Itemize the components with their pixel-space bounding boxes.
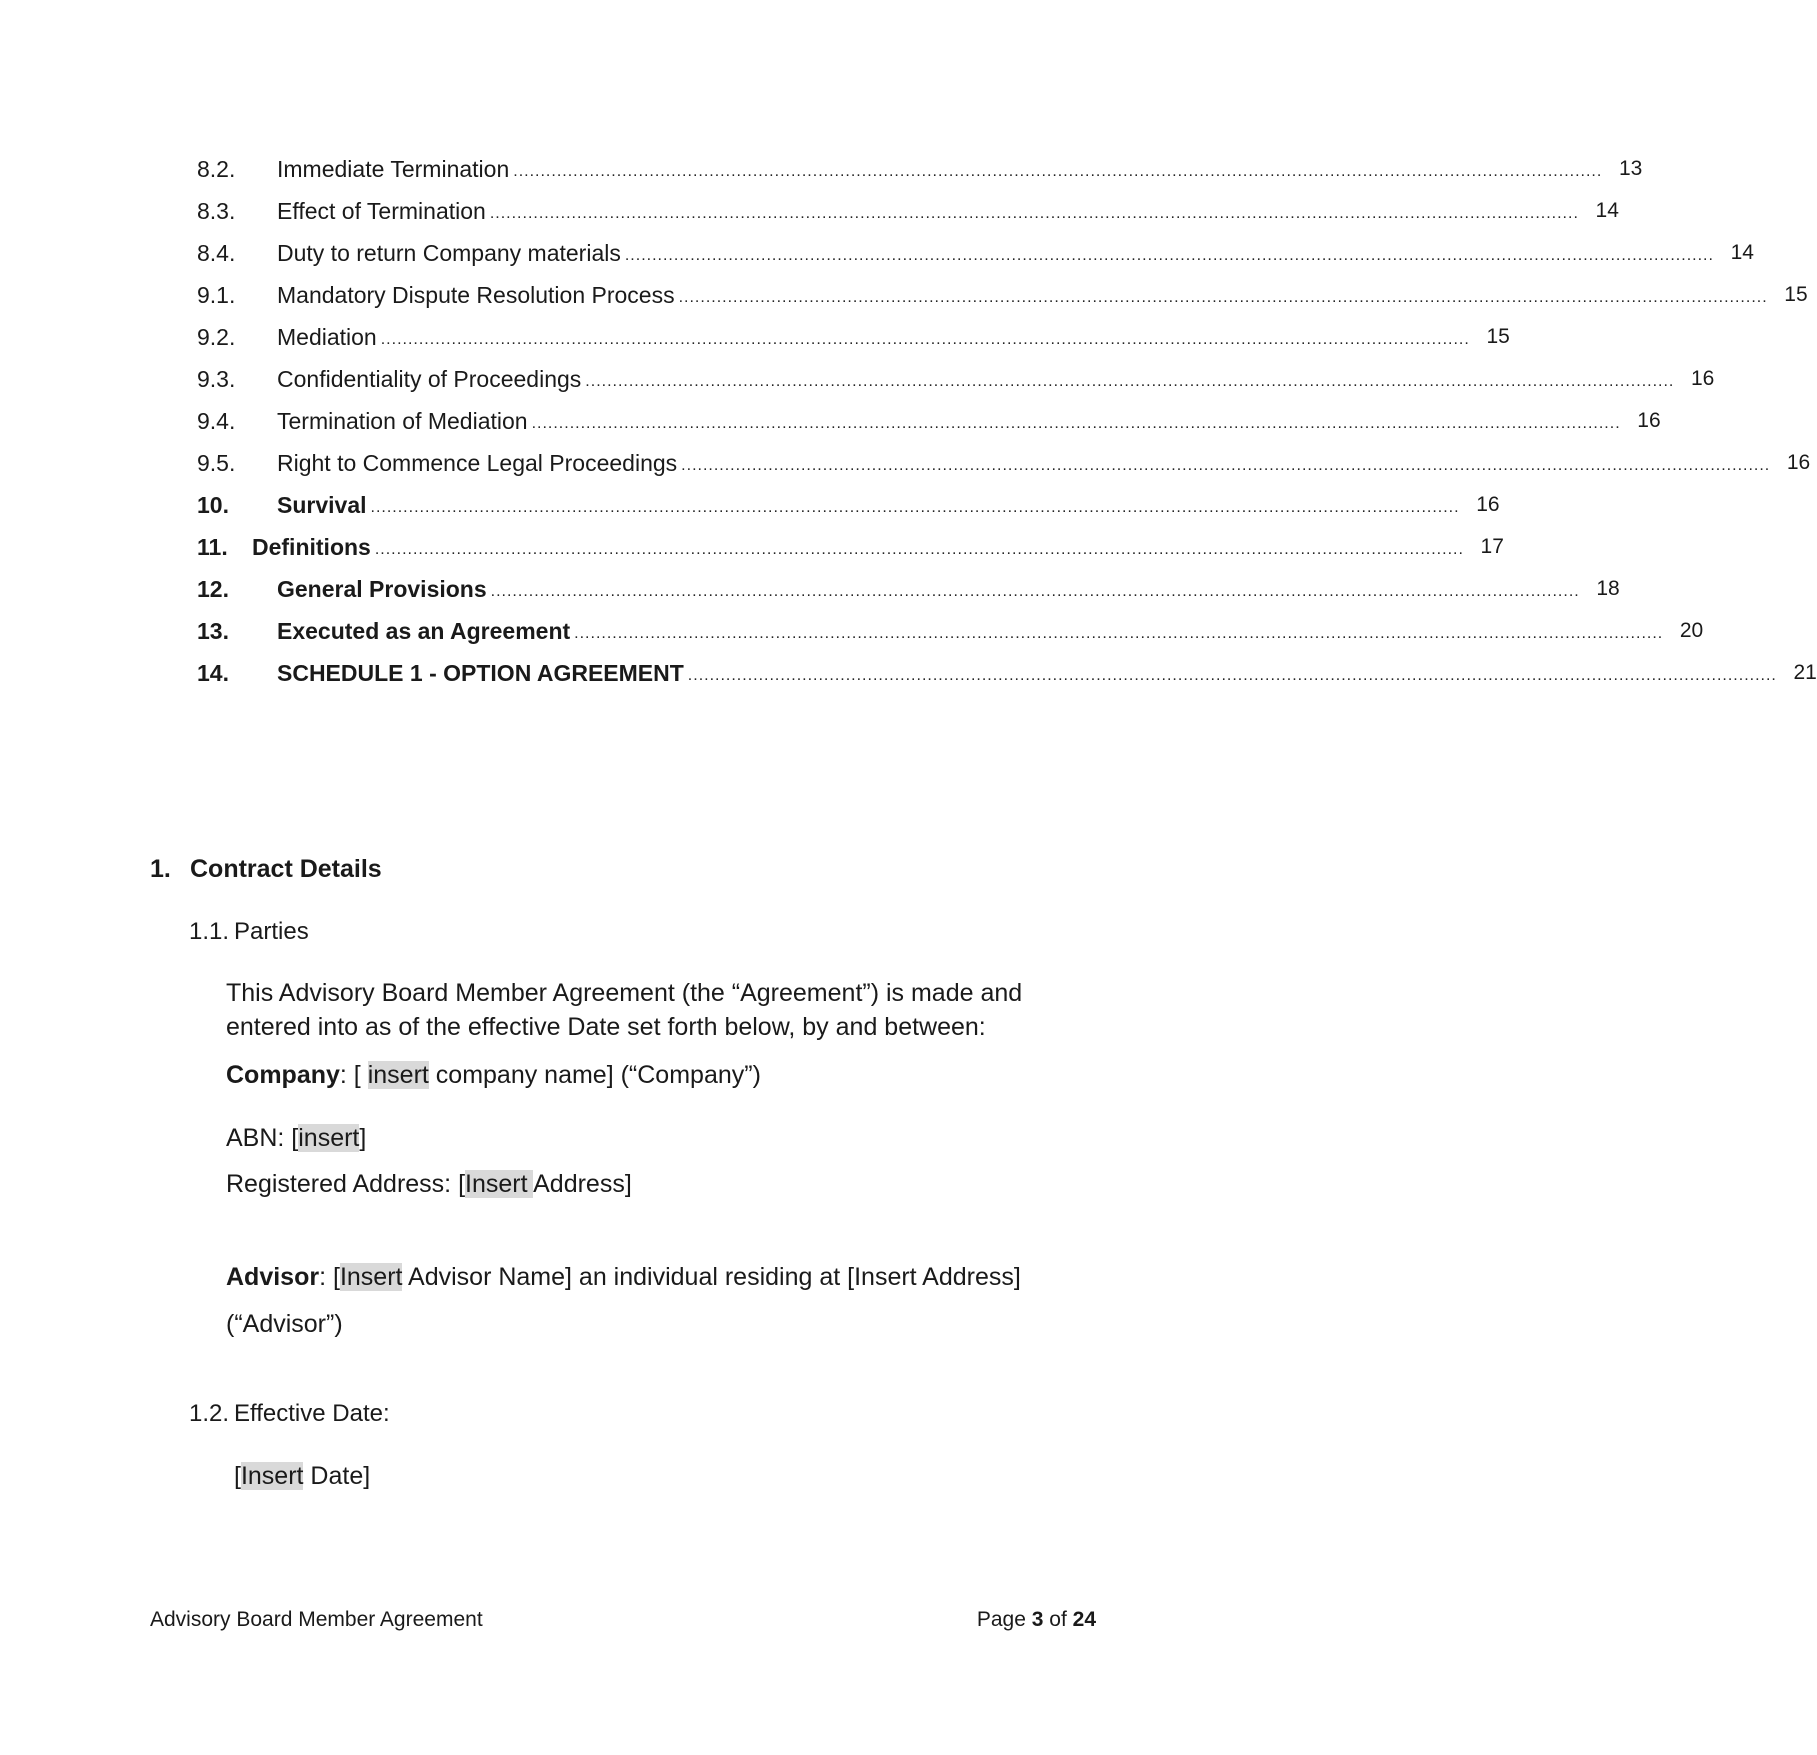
section-heading: [150, 855, 382, 884]
toc-row[interactable]: [197, 484, 1500, 526]
abn-text: ABN: [: [226, 1124, 299, 1152]
company-text: : [: [339, 1061, 368, 1089]
toc-row[interactable]: [197, 316, 1510, 358]
toc-page-number: 16: [1637, 409, 1661, 432]
toc-number: 11.: [197, 533, 228, 560]
company-placeholder[interactable]: insert: [367, 1061, 429, 1089]
toc-number: 9.2.: [197, 323, 236, 350]
effective-date-line: [234, 1459, 1094, 1493]
page-prefix: Page: [976, 1608, 1032, 1631]
advisor-text: Advisor Name] an individual residing at [Insert Address]: [402, 1263, 1021, 1291]
toc-title: Right to Commence Legal Proceedings: [277, 449, 678, 476]
toc-number: 14.: [197, 659, 229, 686]
advisor-line-2: (“Advisor”): [226, 1310, 343, 1338]
advisor-text: : [: [319, 1263, 340, 1291]
toc-title: Definitions: [252, 533, 371, 560]
toc-title: Survival: [277, 491, 367, 518]
company-line: [226, 1058, 1086, 1092]
toc-page-number: 18: [1596, 577, 1620, 600]
subsection-heading: [189, 1400, 390, 1428]
toc-title: Termination of Mediation: [277, 407, 528, 434]
toc-number: 10.: [197, 491, 229, 518]
subsection-title: Parties: [234, 918, 309, 945]
toc-row[interactable]: [197, 232, 1754, 274]
company-label: Company: [226, 1061, 340, 1089]
toc-title: Confidentiality of Proceedings: [277, 365, 582, 392]
toc-page-number: 16: [1476, 493, 1500, 516]
toc-leader-dots: ........................................................................................................................................................................................................: [513, 163, 1603, 180]
toc-leader-dots: ........................................................................................................................................................................................................: [489, 205, 1579, 222]
toc-page-number: 14: [1730, 241, 1754, 264]
page-current: 3: [1031, 1608, 1044, 1631]
toc-page-number: 15: [1784, 283, 1808, 306]
toc-leader-dots: ........................................................................................................................................................................................................: [687, 667, 1777, 684]
toc-page-number: 20: [1679, 619, 1704, 642]
toc-number: 8.2.: [197, 155, 236, 182]
address-text: Registered Address: [: [226, 1170, 466, 1198]
registered-address-line: [226, 1167, 1086, 1201]
toc-row[interactable]: [197, 568, 1620, 610]
toc-number: 8.3.: [197, 197, 236, 224]
advisor-label: Advisor: [226, 1263, 320, 1291]
toc-page-number: 17: [1480, 535, 1504, 558]
toc-leader-dots: ........................................................................................................................................................................................................: [585, 373, 1675, 390]
toc-leader-dots: ........................................................................................................................................................................................................: [531, 415, 1621, 432]
abn-line: [226, 1121, 1086, 1155]
toc-row[interactable]: [197, 400, 1661, 442]
toc-number: 8.4.: [197, 239, 236, 266]
toc-page-number: 21: [1793, 661, 1817, 684]
abn-placeholder[interactable]: insert: [298, 1124, 360, 1152]
toc-number: 13.: [197, 617, 229, 644]
date-placeholder[interactable]: Insert: [240, 1462, 304, 1490]
toc-page-number: 16: [1691, 367, 1715, 390]
toc-page-number: 14: [1595, 199, 1619, 222]
advisor-line: [226, 1260, 1086, 1294]
toc-title: Duty to return Company materials: [277, 239, 621, 266]
page-total: 24: [1072, 1608, 1096, 1631]
address-text: Address]: [533, 1170, 632, 1198]
toc-page-number: 13: [1618, 157, 1643, 180]
toc-leader-dots: ........................................................................................................................................................................................................: [678, 289, 1768, 306]
date-text: [: [234, 1462, 241, 1490]
toc-number: 9.5.: [197, 449, 236, 476]
toc-row[interactable]: [197, 526, 1504, 568]
date-text: Date]: [303, 1462, 371, 1490]
advisor-placeholder[interactable]: Insert: [339, 1263, 403, 1291]
toc-row[interactable]: [197, 358, 1715, 400]
toc-leader-dots: ........................................................................................................................................................................................................: [370, 499, 1460, 516]
subsection-title: Effective Date:: [234, 1400, 390, 1427]
toc-row[interactable]: [197, 148, 1643, 190]
footer-document-title: Advisory Board Member Agreement: [150, 1608, 483, 1631]
table-of-contents: [197, 148, 1817, 694]
toc-title: SCHEDULE 1 - OPTION AGREEMENT: [277, 659, 684, 686]
footer-page-number: [977, 1608, 1096, 1632]
toc-leader-dots: ........................................................................................................................................................................................................: [374, 541, 1464, 558]
toc-row[interactable]: [197, 610, 1704, 652]
toc-number: 9.4.: [197, 407, 236, 434]
company-text: company name] (“Company”): [428, 1061, 761, 1089]
intro-paragraph: This Advisory Board Member Agreement (the “Agreement”) is made and entered into as of the effective Date set forth below, by and between:: [226, 979, 1023, 1041]
abn-text: ]: [359, 1124, 367, 1152]
toc-title: Mandatory Dispute Resolution Process: [277, 281, 675, 308]
toc-title: Executed as an Agreement: [277, 617, 571, 644]
toc-number: 9.1.: [197, 281, 236, 308]
subsection-number: 1.2.: [189, 1400, 230, 1427]
address-placeholder[interactable]: Insert: [465, 1170, 534, 1198]
toc-title: Immediate Termination: [277, 155, 510, 182]
subsection-heading: [189, 918, 309, 946]
section-title: Contract Details: [190, 855, 382, 883]
toc-page-number: 15: [1486, 325, 1510, 348]
toc-title: Effect of Termination: [277, 197, 486, 224]
toc-leader-dots: ........................................................................................................................................................................................................: [574, 625, 1664, 642]
toc-row[interactable]: [197, 190, 1619, 232]
toc-title: Mediation: [277, 323, 377, 350]
toc-leader-dots: ........................................................................................................................................................................................................: [624, 247, 1714, 264]
toc-leader-dots: ........................................................................................................................................................................................................: [490, 583, 1580, 600]
toc-leader-dots: ........................................................................................................................................................................................................: [681, 457, 1771, 474]
toc-title: General Provisions: [277, 575, 487, 602]
section-number: 1.: [150, 855, 171, 883]
toc-row[interactable]: [197, 442, 1811, 484]
toc-leader-dots: ........................................................................................................................................................................................................: [380, 331, 1470, 348]
toc-number: 9.3.: [197, 365, 236, 392]
toc-row[interactable]: [197, 274, 1808, 316]
page-separator: of: [1043, 1608, 1073, 1631]
toc-row[interactable]: [197, 652, 1817, 694]
toc-number: 12.: [197, 575, 229, 602]
toc-page-number: 16: [1786, 451, 1811, 474]
subsection-number: 1.1.: [189, 918, 230, 945]
